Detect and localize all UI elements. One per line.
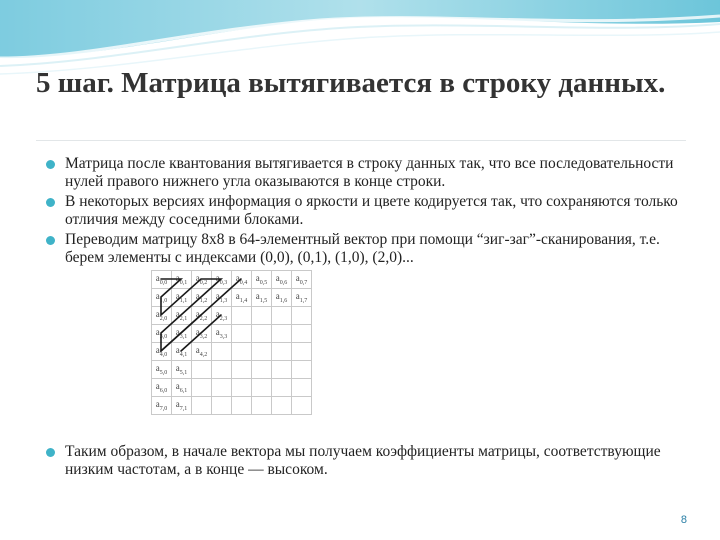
- matrix-cell: $a_{3,0}$: [152, 325, 172, 343]
- matrix-cell: [292, 361, 312, 379]
- matrix-table: [151, 270, 312, 415]
- matrix-cell: [292, 325, 312, 343]
- matrix-row: [152, 271, 312, 289]
- matrix-cell: $a_{0,0}$: [152, 271, 172, 289]
- matrix-cell: $a_{2,1}$: [172, 307, 192, 325]
- matrix-cell: [212, 343, 232, 361]
- matrix-cell: [252, 379, 272, 397]
- matrix-cell: [232, 307, 252, 325]
- matrix-row: [152, 325, 312, 343]
- matrix-cell: [272, 361, 292, 379]
- matrix-cell: $a_{3,1}$: [172, 325, 192, 343]
- matrix-cell: $a_{1,5}$: [252, 289, 272, 307]
- matrix-row: [152, 307, 312, 325]
- matrix-cell: $a_{6,1}$: [172, 379, 192, 397]
- matrix-cell: [252, 397, 272, 415]
- bullet-item: [44, 193, 684, 229]
- matrix-cell: $a_{6,0}$: [152, 379, 172, 397]
- matrix-cell: [232, 361, 252, 379]
- zigzag-matrix: [151, 270, 312, 415]
- title-divider: [36, 140, 686, 141]
- matrix-cell: $a_{2,0}$: [152, 307, 172, 325]
- matrix-cell: $a_{7,1}$: [172, 397, 192, 415]
- matrix-cell: $a_{0,2}$: [192, 271, 212, 289]
- matrix-cell: [292, 379, 312, 397]
- bullet-item: [44, 231, 684, 267]
- bullet-item: [44, 443, 684, 479]
- matrix-cell: [232, 343, 252, 361]
- matrix-row: [152, 397, 312, 415]
- bullet-list: [44, 155, 684, 269]
- matrix-cell: $a_{4,2}$: [192, 343, 212, 361]
- matrix-cell: $a_{3,2}$: [192, 325, 212, 343]
- matrix-cell: [192, 379, 212, 397]
- matrix-cell: $a_{0,4}$: [232, 271, 252, 289]
- matrix-cell: [292, 343, 312, 361]
- bullet-dot-icon: [46, 448, 55, 457]
- matrix-cell: [252, 361, 272, 379]
- matrix-cell: $a_{4,0}$: [152, 343, 172, 361]
- matrix-cell: $a_{5,1}$: [172, 361, 192, 379]
- slide-title: 5 шаг. Матрица вытягивается в строку данных.: [36, 67, 666, 99]
- matrix-cell: [232, 325, 252, 343]
- matrix-cell: [232, 379, 252, 397]
- matrix-cell: $a_{1,1}$: [172, 289, 192, 307]
- matrix-cell: $a_{1,2}$: [192, 289, 212, 307]
- matrix-row: [152, 379, 312, 397]
- bullet-dot-icon: [46, 198, 55, 207]
- matrix-row: [152, 289, 312, 307]
- matrix-cell: $a_{7,0}$: [152, 397, 172, 415]
- bullet-dot-icon: [46, 236, 55, 245]
- matrix-cell: [232, 397, 252, 415]
- matrix-cell: $a_{1,6}$: [272, 289, 292, 307]
- matrix-cell: [192, 397, 212, 415]
- matrix-cell: $a_{0,1}$: [172, 271, 192, 289]
- matrix-cell: [252, 343, 272, 361]
- closing-bullet-list: [44, 443, 684, 481]
- matrix-cell: [292, 397, 312, 415]
- matrix-cell: $a_{2,3}$: [212, 307, 232, 325]
- closing-bullet-text: Таким образом, в начале вектора мы получаем коэффициенты матрицы, соответствующие низким частотам, а в конце — высоком.: [65, 443, 661, 478]
- page-number: 8: [680, 514, 687, 526]
- matrix-cell: $a_{0,3}$: [212, 271, 232, 289]
- matrix-cell: $a_{4,1}$: [172, 343, 192, 361]
- bullet-text: В некоторых версиях информация о яркости и цвете кодируется так, что сохраняются только отличия между соседними блоками.: [65, 193, 678, 228]
- matrix-cell: [272, 379, 292, 397]
- bullet-text: Переводим матрицу 8х8 в 64-элементный вектор при помощи “зиг-заг”-сканирования, т.е. берем элементы с индексами (0,0), (0,1), (1,0), (2,0)...: [65, 231, 660, 266]
- matrix-cell: [272, 397, 292, 415]
- matrix-cell: $a_{5,0}$: [152, 361, 172, 379]
- matrix-cell: $a_{0,6}$: [272, 271, 292, 289]
- bullet-dot-icon: [46, 160, 55, 169]
- matrix-cell: $a_{3,3}$: [212, 325, 232, 343]
- matrix-cell: [212, 397, 232, 415]
- bullet-text: Матрица после квантования вытягивается в строку данных так, что все последовательности нулей правого нижнего угла оказываются в конце строки.: [65, 155, 674, 190]
- matrix-row: [152, 361, 312, 379]
- matrix-cell: $a_{2,2}$: [192, 307, 212, 325]
- matrix-cell: $a_{1,0}$: [152, 289, 172, 307]
- matrix-cell: $a_{0,7}$: [292, 271, 312, 289]
- matrix-cell: $a_{1,7}$: [292, 289, 312, 307]
- matrix-cell: [252, 325, 272, 343]
- matrix-cell: $a_{1,3}$: [212, 289, 232, 307]
- matrix-cell: [272, 307, 292, 325]
- matrix-cell: [292, 307, 312, 325]
- bullet-item: [44, 155, 684, 191]
- matrix-cell: [272, 325, 292, 343]
- matrix-cell: [212, 361, 232, 379]
- matrix-cell: [212, 379, 232, 397]
- matrix-row: [152, 343, 312, 361]
- matrix-cell: [192, 361, 212, 379]
- matrix-cell: [272, 343, 292, 361]
- matrix-cell: $a_{0,5}$: [252, 271, 272, 289]
- matrix-cell: [252, 307, 272, 325]
- matrix-cell: $a_{1,4}$: [232, 289, 252, 307]
